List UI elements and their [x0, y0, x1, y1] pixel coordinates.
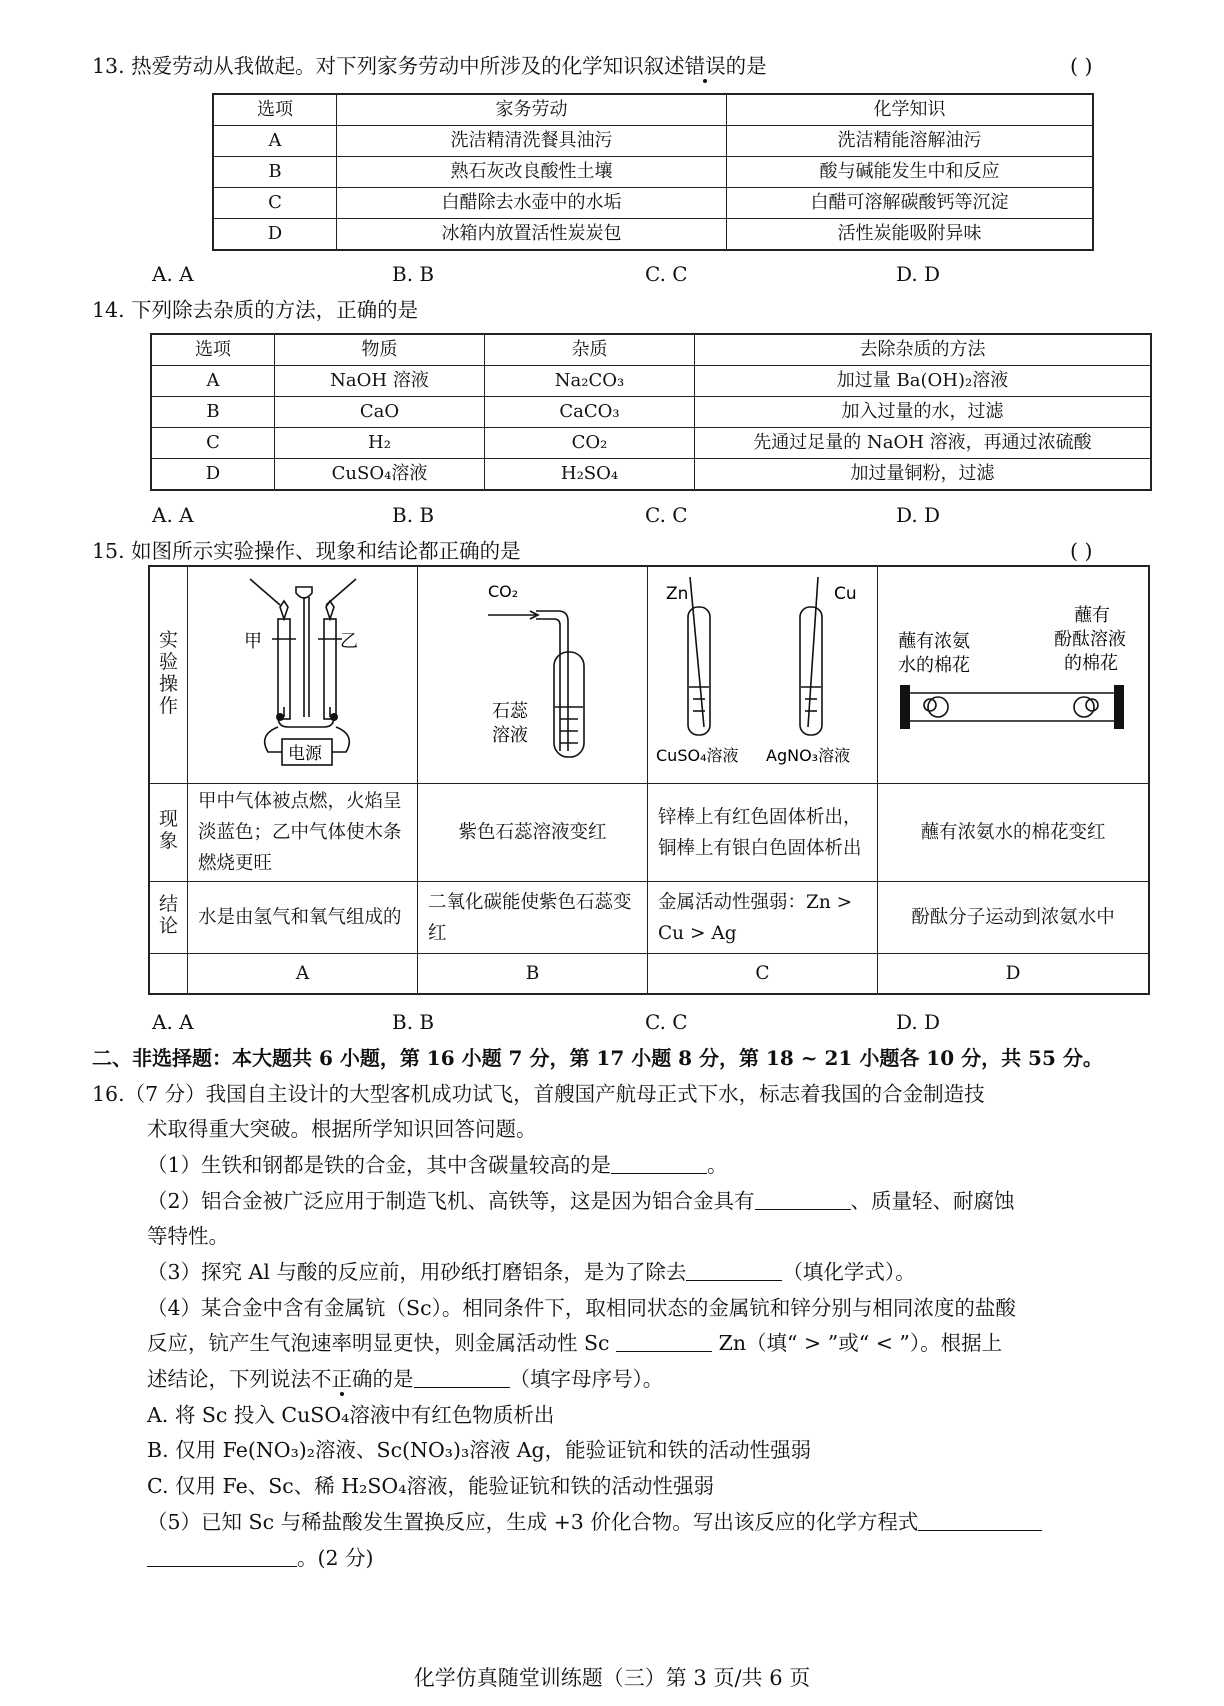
table-row: A 洗洁精清洗餐具油污 洗洁精能溶解油污 — [213, 126, 1093, 157]
q13-table: 选项 家务劳动 化学知识 A 洗洁精清洗餐具油污 洗洁精能溶解油污 B 熟石灰改良酸性土壤 酸与碱能发生中和反应 C 白醋除去水壶中的水垢 白醋可溶解碳酸钙等沉淀 D 冰箱内放置活性炭炭包 活性炭能吸附异味 — [212, 93, 1094, 251]
q15-table — [148, 565, 1150, 995]
q16-part2-cont: 等特性。 — [147, 1224, 229, 1248]
option-a[interactable]: A. A — [152, 262, 194, 286]
phenomenon-c: 锌棒上有红色固体析出，铜棒上有银白色固体析出 — [648, 784, 878, 882]
q13-options — [0, 262, 1224, 292]
row-label-operation: 实验操作 — [149, 566, 188, 784]
figure-c-metal-displacement — [648, 566, 878, 784]
q16-choice-b: B. 仅用 Fe(NO₃)₂溶液、Sc(NO₃)₃溶液 Ag，能验证钪和铁的活动性强弱 — [147, 1438, 812, 1462]
table-row: B CaO CaCO₃ 加入过量的水，过滤 — [151, 397, 1151, 428]
table-row: A NaOH 溶液 Na₂CO₃ 加过量 Ba(OH)₂溶液 — [151, 366, 1151, 397]
phenomenon-a: 甲中气体被点燃，火焰呈淡蓝色；乙中气体使木条燃烧更旺 — [188, 784, 418, 882]
svg-text:AgNO₃溶液: AgNO₃溶液 — [766, 746, 851, 765]
label-jia: 甲 — [244, 631, 262, 652]
svg-text:酚酞溶液: 酚酞溶液 — [1054, 629, 1126, 650]
q16-part4-line1: （4）某合金中含有金属钪（Sc）。相同条件下，取相同状态的金属钪和锌分别与相同浓度的盐酸 — [147, 1296, 1016, 1320]
q16-stem-line2: 术取得重大突破。根据所学知识回答问题。 — [147, 1117, 537, 1141]
section-2-heading: 二、非选择题：本大题共 6 小题，第 16 小题 7 分，第 17 小题 8 分，第 18 ~ 21 小题各 10 分，共 55 分。 — [92, 1046, 1103, 1070]
option-d[interactable]: D. D — [896, 503, 941, 527]
label-power: 电源 — [288, 744, 322, 764]
q16-part4-line2: 反应，钪产生气泡速率明显更快，则金属活动性 Sc Zn（填“ > ”或“ < ”）。根据上 — [147, 1331, 1003, 1355]
q16-stem-line1: 16.（7 分）我国自主设计的大型客机成功试飞，首艘国产航母正式下水，标志着我国的合金制造技 — [92, 1082, 985, 1106]
svg-text:蘸有浓氨: 蘸有浓氨 — [898, 631, 970, 652]
svg-text:水的棉花: 水的棉花 — [898, 655, 970, 676]
q13-answer-paren: ( ) — [1070, 54, 1093, 78]
phenomenon-d: 蘸有浓氨水的棉花变红 — [878, 784, 1150, 882]
column-letter-a: A — [188, 954, 418, 994]
q16-part5: （5）已知 Sc 与稀盐酸发生置换反应，生成 +3 价化合物。写出该反应的化学方程式 — [147, 1508, 1042, 1536]
figure-a-electrolysis — [188, 566, 418, 784]
column-letter-c: C — [648, 954, 878, 994]
q13-stem: 13. 热爱劳动从我做起。对下列家务劳动中所涉及的化学知识叙述错误的是 — [92, 54, 767, 78]
option-a[interactable]: A. A — [152, 1010, 194, 1034]
answer-blank-1[interactable] — [611, 1153, 707, 1174]
phenomenon-b: 紫色石蕊溶液变红 — [418, 784, 648, 882]
option-d[interactable]: D. D — [896, 1010, 941, 1034]
svg-text:溶液: 溶液 — [492, 725, 528, 746]
answer-blank-6a[interactable] — [918, 1510, 1042, 1531]
label-co2: CO₂ — [488, 582, 519, 601]
q16-part5-cont: 。(2 分) — [147, 1544, 374, 1572]
q16-part1: （1）生铁和钢都是铁的合金，其中含碳量较高的是 。 — [147, 1153, 728, 1177]
figure-b-co2-litmus — [418, 566, 648, 784]
conclusion-a: 水是由氢气和氧气组成的 — [188, 882, 418, 954]
answer-blank-6b[interactable] — [147, 1546, 297, 1567]
q15-answer-paren: ( ) — [1070, 539, 1093, 563]
q14-table: 选项 物质 杂质 去除杂质的方法 A NaOH 溶液 Na₂CO₃ 加过量 Ba(OH)₂溶液 B CaO CaCO₃ 加入过量的水，过滤 C H₂ CO₂ 先通过足量的 NaOH 溶液，再通过浓硫酸 D CuSO₄溶液 H₂SO₄ 加过量铜粉，过滤 — [150, 333, 1152, 491]
svg-text:石蕊: 石蕊 — [492, 701, 528, 722]
option-c[interactable]: C. C — [645, 503, 688, 527]
option-b[interactable]: B. B — [392, 262, 435, 286]
table-row: D 冰箱内放置活性炭炭包 活性炭能吸附异味 — [213, 219, 1093, 251]
option-a[interactable]: A. A — [152, 503, 194, 527]
label-yi: 乙 — [340, 631, 358, 652]
page-footer: 化学仿真随堂训练题（三）第 3 页/共 6 页 — [413, 1666, 811, 1690]
option-d[interactable]: D. D — [896, 262, 941, 286]
column-letter-b: B — [418, 954, 648, 994]
answer-blank-4[interactable] — [616, 1331, 712, 1352]
table-row: D CuSO₄溶液 H₂SO₄ 加过量铜粉，过滤 — [151, 459, 1151, 491]
conclusion-d: 酚酞分子运动到浓氨水中 — [878, 882, 1150, 954]
svg-text:CuSO₄溶液: CuSO₄溶液 — [656, 746, 739, 765]
q16-emphasis: 不正确 — [311, 1367, 373, 1391]
row-label-phenomenon: 现象 — [149, 784, 188, 882]
q14-options — [0, 503, 1224, 533]
table-row: B 熟石灰改良酸性土壤 酸与碱能发生中和反应 — [213, 157, 1093, 188]
conclusion-b: 二氧化碳能使紫色石蕊变红 — [418, 882, 648, 954]
option-b[interactable]: B. B — [392, 503, 435, 527]
q14-stem: 14. 下列除去杂质的方法，正确的是 — [92, 298, 419, 322]
column-letter-d: D — [878, 954, 1150, 994]
table-row: C H₂ CO₂ 先通过足量的 NaOH 溶液，再通过浓硫酸 — [151, 428, 1151, 459]
figure-d-molecule-diffusion — [878, 566, 1150, 784]
option-b[interactable]: B. B — [392, 1010, 435, 1034]
q13-emphasis: 错误 — [684, 54, 726, 78]
conclusion-c: 金属活动性强弱：Zn > Cu > Ag — [648, 882, 878, 954]
svg-text:的棉花: 的棉花 — [1064, 653, 1118, 674]
q16-part4-line3: 述结论，下列说法不正确的是 （填字母序号）。 — [147, 1367, 664, 1391]
q16-part3: （3）探究 Al 与酸的反应前，用砂纸打磨铝条，是为了除去 （填化学式）。 — [147, 1260, 916, 1284]
q15-options — [0, 1010, 1224, 1040]
option-c[interactable]: C. C — [645, 262, 688, 286]
q16-choice-a: A. 将 Sc 投入 CuSO₄溶液中有红色物质析出 — [147, 1403, 555, 1427]
svg-text:蘸有: 蘸有 — [1074, 605, 1110, 626]
answer-blank-2[interactable] — [755, 1189, 851, 1210]
table-row: C 白醋除去水壶中的水垢 白醋可溶解碳酸钙等沉淀 — [213, 188, 1093, 219]
answer-blank-3[interactable] — [686, 1260, 782, 1281]
q16-choice-c: C. 仅用 Fe、Sc、稀 H₂SO₄溶液，能验证钪和铁的活动性强弱 — [147, 1474, 714, 1498]
svg-text:Zn: Zn — [666, 584, 689, 604]
q15-stem: 15. 如图所示实验操作、现象和结论都正确的是 — [92, 539, 521, 563]
q16-part2: （2）铝合金被广泛应用于制造飞机、高铁等，这是因为铝合金具有 、质量轻、耐腐蚀 — [147, 1189, 1015, 1213]
option-c[interactable]: C. C — [645, 1010, 688, 1034]
row-label-conclusion: 结论 — [149, 882, 188, 954]
answer-blank-5[interactable] — [414, 1367, 510, 1388]
svg-text:Cu: Cu — [834, 584, 857, 604]
